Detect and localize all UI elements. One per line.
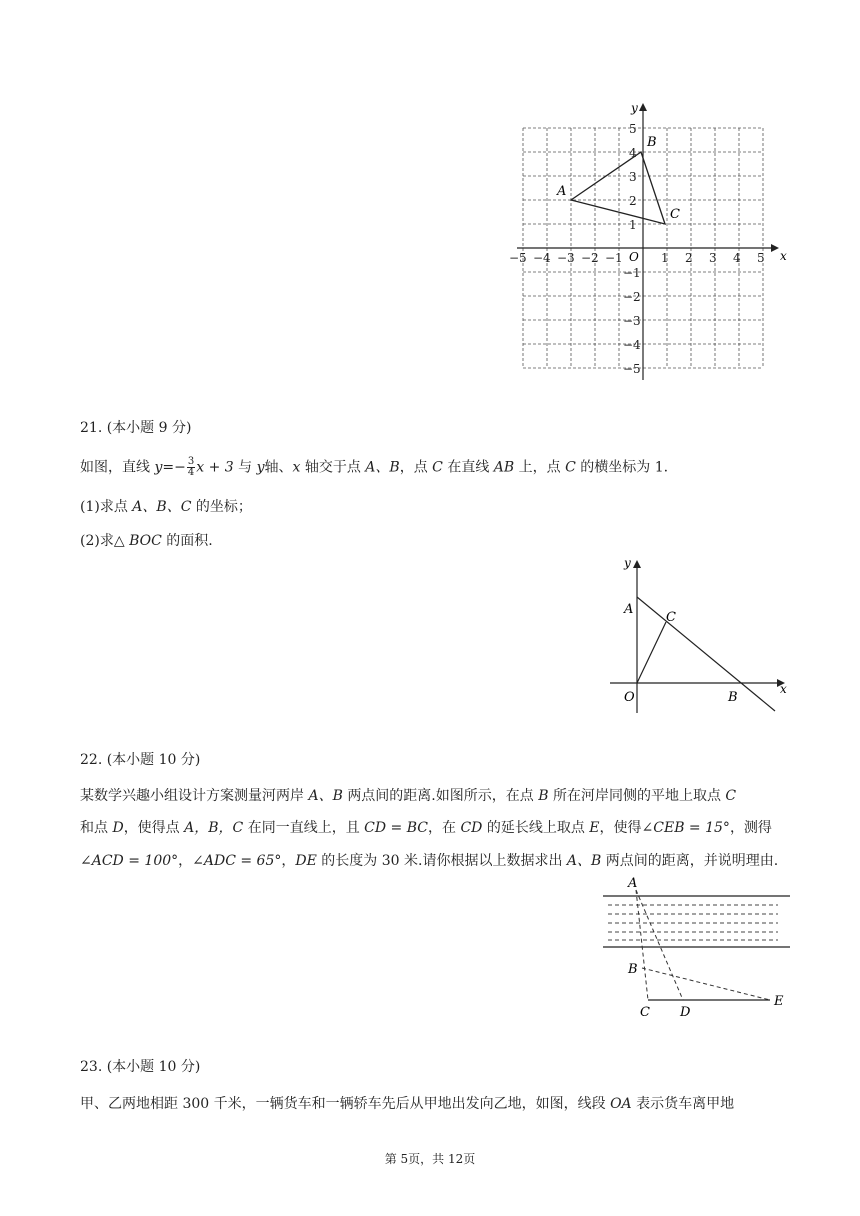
q22-l3-angle-acd: ∠ACD = 100° xyxy=(80,853,179,869)
x-tick-label: 3 xyxy=(709,251,717,265)
q21-part2-text: (2)求△ xyxy=(80,533,125,549)
point-label-c: C xyxy=(666,610,676,625)
triangle-abc xyxy=(571,152,665,224)
axis-label-x: x xyxy=(780,682,787,696)
q22-l3-angle-adc: ∠ADC = 65° xyxy=(192,853,282,869)
x-tick-label: −4 xyxy=(533,251,551,265)
q21-eq: =− xyxy=(162,459,186,476)
q22-l3-a: 的长度为 30 米.请你根据以上数据求出 xyxy=(321,853,563,869)
q22-l1-a: 某数学兴趣小组设计方案测量河两岸 xyxy=(80,788,304,804)
q23-l1-b: 表示货车离甲地 xyxy=(636,1096,735,1112)
q22-line-3 xyxy=(80,851,778,871)
y-tick-label: −5 xyxy=(623,362,641,376)
q21-part1-tail: 的坐标； xyxy=(195,499,252,515)
x-tick-label: 2 xyxy=(685,251,693,265)
q22-l3-sep: ， xyxy=(178,853,193,869)
q22-l2-angle: ∠CEB = 15° xyxy=(641,820,730,836)
q21-frac-den: 4 xyxy=(187,467,195,478)
q22-l3-de: DE xyxy=(295,853,317,869)
point-label-e: E xyxy=(774,994,784,1009)
q22-l3-b: 两点间的距离，并说明理由. xyxy=(605,853,779,869)
q22-l2-eq: CD = BC xyxy=(364,820,428,836)
river-measurement-figure xyxy=(598,872,798,1022)
q22-l2-g: ，测得 xyxy=(729,820,772,836)
axis-label-x: x xyxy=(780,249,787,263)
y-axis-arrow xyxy=(633,560,641,568)
triangle-grid-figure xyxy=(495,98,795,388)
point-label-c: C xyxy=(640,1005,650,1020)
point-label-a: A xyxy=(624,602,634,617)
q23-header: 23. (本小题 10 分) xyxy=(80,1059,201,1075)
q22-l2-e: 的延长线上取点 xyxy=(486,820,585,836)
point-label-c: C xyxy=(670,207,680,222)
q22-l2-d: ，在 xyxy=(428,820,456,836)
q22-l1-point-c: C xyxy=(725,788,737,804)
q21-part2-tail: 的面积. xyxy=(166,533,213,549)
q22-l1-points: A、B xyxy=(308,788,343,804)
y-axis-arrow xyxy=(639,103,647,111)
x-axis-arrow xyxy=(771,244,779,252)
q22-l3-points: A、B xyxy=(566,853,602,869)
q21-points-ab: A、B xyxy=(365,459,400,476)
axis-label-y: y xyxy=(631,101,638,115)
q21-text-6: 在直线 xyxy=(447,459,490,476)
point-label-d: D xyxy=(680,1005,691,1020)
q21-text-8: 的横坐标为 1. xyxy=(580,459,669,476)
q22-header: 22. (本小题 10 分) xyxy=(80,752,201,768)
q21-text-5: ，点 xyxy=(399,459,428,476)
q21-text-7: 上，点 xyxy=(518,459,561,476)
x-tick-label: −2 xyxy=(581,251,599,265)
q21-statement xyxy=(80,457,668,478)
x-tick-label: −5 xyxy=(509,251,527,265)
x-tick-label: 4 xyxy=(733,251,741,265)
q21-point-c2: C xyxy=(565,459,576,476)
q22-l2-point-d: D xyxy=(112,820,124,836)
q21-text-2: 与 xyxy=(238,459,253,476)
q21-text-1: 如图，直线 xyxy=(80,459,150,476)
y-tick-label: 2 xyxy=(629,194,637,208)
q21-part1-text: (1)求点 xyxy=(80,499,128,515)
river-water-lines xyxy=(608,905,778,940)
q22-line-1 xyxy=(80,786,736,806)
q22-l2-f: ，使得 xyxy=(599,820,642,836)
y-tick-label: −2 xyxy=(623,290,641,304)
y-tick-label: −4 xyxy=(623,338,641,352)
segment-be xyxy=(642,968,770,1000)
segment-ad xyxy=(636,890,683,1000)
q22-l1-point-b: B xyxy=(538,788,549,804)
q22-l1-b: 两点间的距离.如图所示，在点 xyxy=(347,788,534,804)
q22-l2-cd: CD xyxy=(460,820,483,836)
axis-label-y: y xyxy=(624,556,631,570)
q21-header: 21. (本小题 9 分) xyxy=(80,420,192,436)
x-tick-label: −1 xyxy=(605,251,623,265)
segment-ac xyxy=(636,890,648,1000)
q23-line-1 xyxy=(80,1094,734,1114)
origin-label: O xyxy=(629,250,639,264)
y-tick-label: 1 xyxy=(629,218,637,232)
line-ab xyxy=(637,597,775,711)
q21-point-c: C xyxy=(432,459,443,476)
origin-label: O xyxy=(624,690,635,705)
x-tick-label: 5 xyxy=(757,251,765,265)
q21-var-x: x xyxy=(292,459,301,476)
q22-l2-b: ，使得点 xyxy=(123,820,180,836)
q21-part2-triangle: BOC xyxy=(129,533,162,549)
q22-l1-c: 所在河岸同侧的平地上取点 xyxy=(552,788,721,804)
q22-line-2 xyxy=(80,818,772,838)
y-tick-label: −3 xyxy=(623,314,641,328)
x-tick-label: 1 xyxy=(661,251,669,265)
q21-frac-num: 3 xyxy=(187,456,195,467)
q21-part1 xyxy=(80,497,252,517)
y-tick-label: 4 xyxy=(629,146,637,160)
q22-l2-points: A，B，C xyxy=(184,820,244,836)
point-label-a: A xyxy=(628,876,638,891)
q22-l2-point-e: E xyxy=(589,820,600,836)
point-label-b: B xyxy=(628,962,638,977)
point-label-a: A xyxy=(557,184,567,199)
q21-line-ab: AB xyxy=(493,459,515,476)
q21-text-4: 轴交于点 xyxy=(304,459,361,476)
y-tick-label: 5 xyxy=(629,122,637,136)
x-tick-label: −3 xyxy=(557,251,575,265)
q21-var-y: y xyxy=(154,459,163,476)
q22-l2-c: 在同一直线上，且 xyxy=(247,820,360,836)
q21-eq-tail: x + 3 xyxy=(196,459,234,476)
y-tick-label: −1 xyxy=(623,266,641,280)
page-footer: 第 5页，共 12页 xyxy=(384,1152,476,1166)
segment-oc xyxy=(637,622,666,683)
q22-l3-sep2: ， xyxy=(281,853,296,869)
y-tick-label: 3 xyxy=(629,170,637,184)
q21-text-3: 轴、 xyxy=(264,459,293,476)
line-axes-figure xyxy=(600,555,800,720)
q21-fraction xyxy=(187,457,195,478)
q22-l2-a: 和点 xyxy=(80,820,108,836)
point-label-b: B xyxy=(647,135,657,150)
q21-part2 xyxy=(80,531,213,551)
q21-part1-points: A、B、C xyxy=(132,499,192,515)
q23-l1-a: 甲、乙两地相距 300 千米，一辆货车和一辆轿车先后从甲地出发向乙地，如图，线段 xyxy=(80,1096,606,1112)
q23-l1-oa: OA xyxy=(610,1096,632,1112)
q21-var-y2: y xyxy=(256,459,265,476)
point-label-b: B xyxy=(728,690,738,705)
